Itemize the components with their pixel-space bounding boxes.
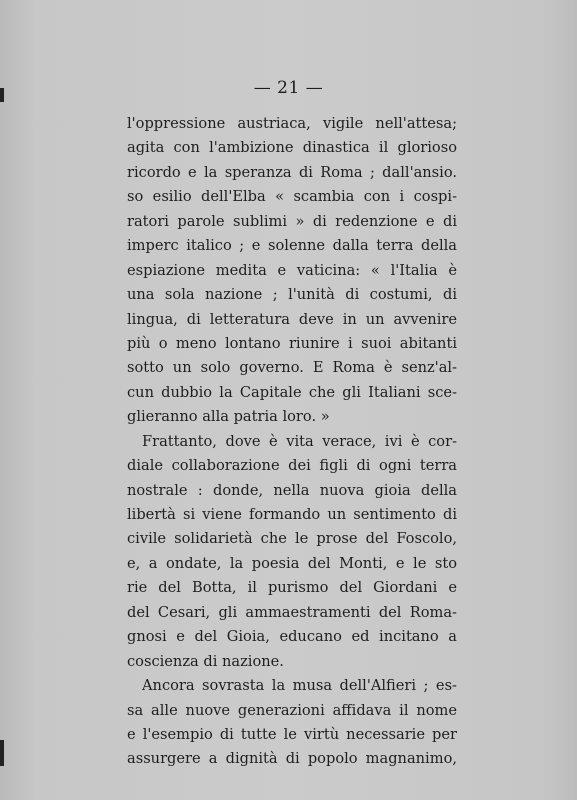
text-line: diale collaborazione dei figli di ogni terra — [127, 457, 457, 475]
text-line: espiazione medita e vaticina: « l'Italia è — [127, 261, 457, 279]
paragraph-first-line: Frattanto, dove è vita verace, ivi è cor- — [142, 432, 457, 450]
text-line: gnosi e del Gioia, educano ed incitano a — [127, 628, 457, 646]
text-line: e, a ondate, la poesia del Monti, e le sto — [127, 554, 457, 572]
text-line: sa alle nuove generazioni affidava il nome — [127, 701, 457, 719]
text-line: coscienza di nazione. — [127, 652, 284, 670]
text-line: l'oppressione austriaca, vigile nell'attesa; — [127, 115, 457, 132]
text-line: sotto un solo governo. E Roma è senz'al- — [127, 359, 457, 377]
text-line: ratori parole sublimi » di redenzione e di — [127, 212, 457, 230]
text-line: so esilio dell'Elba « scambia con i cospi- — [127, 188, 457, 206]
paragraph-first-line: Ancora sovrasta la musa dell'Alfieri ; es- — [142, 677, 457, 695]
page-number: — 21 — — [253, 78, 324, 98]
text-line: lingua, di letteratura deve in un avvenire — [127, 310, 457, 328]
text-line: cun dubbio la Capitale che gli Italiani sce- — [127, 383, 457, 401]
text-line: rie del Botta, il purismo del Giordani e — [127, 579, 457, 597]
text-line: civile solidarietà che le prose del Foscolo, — [127, 530, 457, 548]
text-line: nostrale : donde, nella nuova gioia della — [127, 481, 457, 499]
text-line: libertà si viene formando un sentimento di — [127, 506, 457, 523]
binding-edge-mark — [0, 740, 4, 766]
text-line: più o meno lontano riunire i suoi abitanti — [127, 334, 457, 352]
text-line: glieranno alla patria loro. » — [127, 408, 330, 426]
body-text — [127, 112, 457, 772]
text-line: ricordo e la speranza di Roma ; dall'ansio. — [127, 163, 457, 181]
text-line: e l'esempio di tutte le virtù necessarie per — [127, 725, 457, 743]
text-line: assurgere a dignità di popolo magnanimo, — [127, 750, 457, 768]
text-line: del Cesari, gli ammaestramenti del Roma- — [127, 603, 457, 621]
text-line: agita con l'ambizione dinastica il glorioso — [127, 139, 457, 157]
text-line: imperc italico ; e solenne dalla terra della — [127, 237, 457, 255]
text-line: una sola nazione ; l'unità di costumi, di — [127, 286, 457, 304]
